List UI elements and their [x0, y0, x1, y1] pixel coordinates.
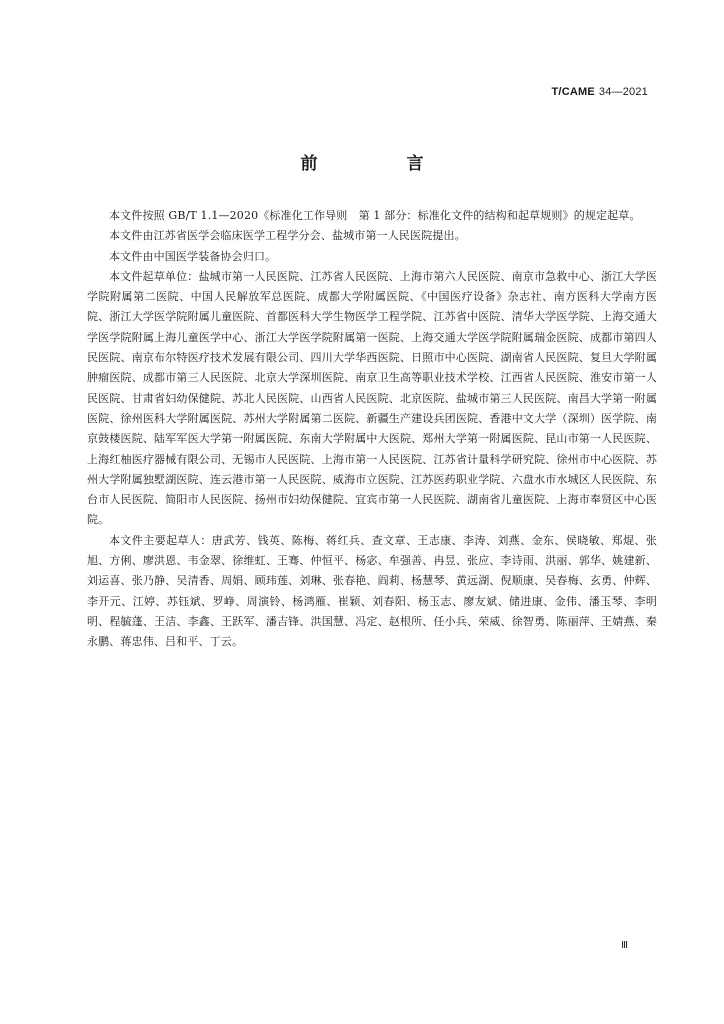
paragraph-drafting-rules: 本文件按照 GB/T 1.1—2020《标准化工作导则 第 1 部分：标准化文件的结构和起草规则》的规定起草。 — [109, 209, 641, 222]
standard-code — [552, 86, 648, 98]
paragraph-drafters: 本文件主要起草人：唐武芳、钱英、陈梅、蒋红兵、查文章、王志康、李涛、刘燕、金东、侯晓敏、郑焜、张旭、方俐、廖洪恩、韦金翠、徐维虹、王骞、仲恒平、杨宓、牟强善、冉昱、张应、李诗雨、洪丽、郭华、姚建新、刘运喜、张乃静、吴清香、周娟、顾玮莲、刘琳、张春艳、阎莉、杨慧琴、黄远湖、倪顺康、吴春梅、玄勇、仲辉、李开元、江婷、苏钰斌、罗峥、周演铃、杨鸿雁、崔颖、刘春阳、杨玉志、廖友斌、储进康、金伟、潘玉琴、李明明、程毓蓬、王洁、李鑫、王跃军、潘吉锋、洪国慧、冯定、赵根所、任小兵、荣威、徐智勇、陈丽萍、王婧燕、秦永鹏、蒋忠伟、吕和平、丁云。 — [87, 533, 657, 649]
paragraph-proposed-by: 本文件由江苏省医学会临床医学工程学分会、盐城市第一人民医院提出。 — [109, 229, 466, 243]
standard-number: 34—2021 — [598, 86, 648, 98]
page-title: 前 言 — [300, 154, 460, 174]
paragraph-managed-by: 本文件由中国医学装备协会归口。 — [109, 249, 277, 263]
foreword-body — [87, 206, 657, 653]
page-number: Ⅲ — [621, 940, 628, 951]
standard-prefix: T/CAME — [551, 86, 595, 98]
paragraph-drafting-units: 本文件起草单位：盐城市第一人民医院、江苏省人民医院、上海市第六人民医院、南京市急救中心、浙江大学医学院附属第二医院、中国人民解放军总医院、成都大学附属医院、《中国医疗设备》杂志社、南方医科大学南方医院、浙江大学医学院附属儿童医院、首都医科大学生物医学工程学院、江苏省中医院、清华大学医学院、上海交通大学医学院附属上海儿童医学中心、浙江大学医学院附属第一医院、上海交通大学医学院附属瑞金医院、成都市第四人民医院、南京布尔特医疗技术发展有限公司、四川大学华西医院、日照市中心医院、湖南省人民医院、复旦大学附属肿瘤医院、成都市第三人民医院、北京大学深圳医院、南京卫生高等职业技术学校、江西省人民医院、淮安市第一人民医院、甘肃省妇幼保健院、苏北人民医院、山西省人民医院、北京医院、盐城市第三人民医院、南昌大学第一附属医院、徐州医科大学附属医院、苏州大学附属第二医院、新疆生产建设兵团医院、香港中文大学（深圳）医学院、南京鼓楼医院、陆军军医大学第一附属医院、东南大学附属中大医院、郑州大学第一附属医院、昆山市第一人民医院、上海红柚医疗器械有限公司、无锡市人民医院、上海市第一人民医院、江苏省计量科学研究院、徐州市中心医院、苏州大学附属独墅湖医院、连云港市第一人民医院、威海市立医院、江苏医药职业学院、六盘水市水城区人民医院、东台市人民医院、简阳市人民医院、扬州市妇幼保健院、宜宾市第一人民医院、湖南省儿童医院、上海市奉贤区中心医院。 — [87, 269, 657, 527]
